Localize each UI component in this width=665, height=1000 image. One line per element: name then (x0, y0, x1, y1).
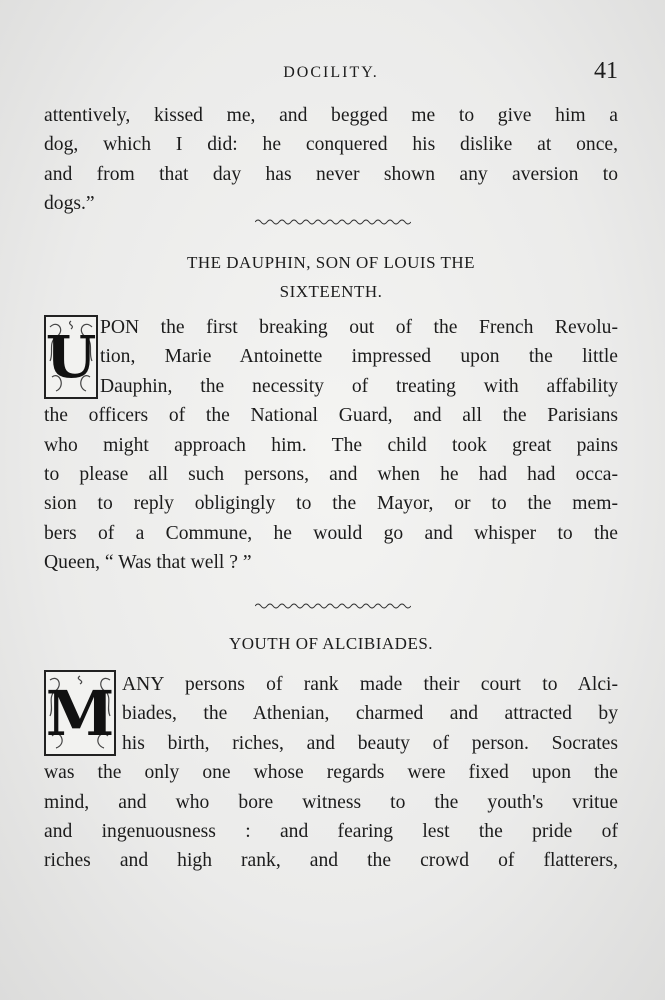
text-line: his birth, riches, and beauty of person. Socrates (122, 732, 618, 754)
section-heading: THE DAUPHIN, SON OF LOUIS THE (186, 253, 476, 272)
ornamental-drop-cap-m (44, 670, 116, 756)
text-line: and from that day has never shown any aversion to (44, 163, 618, 185)
text-line: PON the first breaking out of the French Revolu- (100, 317, 618, 338)
page-number: 41 (594, 58, 618, 84)
section-heading-dauphin (44, 248, 618, 306)
drop-cap-letter: U (45, 323, 97, 391)
text-line: Queen, “ Was that well ? ” (44, 552, 252, 574)
wavy-section-rule (255, 601, 411, 611)
ornamental-drop-cap-u (44, 315, 98, 399)
section-heading-alcibiades (44, 629, 618, 658)
text-line: biades, the Athenian, charmed and attracted by (122, 703, 618, 725)
text-line: the officers of the National Guard, and all the Parisians (44, 405, 618, 427)
section-heading: YOUTH OF ALCIBIADES. (228, 634, 434, 653)
wavy-section-rule (255, 217, 411, 227)
drop-cap-letter: M (45, 676, 115, 750)
text-line: mind, and who bore witness to the youth's vritue (44, 791, 618, 813)
text-line: who might approach him. The child took great pains (44, 434, 618, 456)
text-line: dog, which I did: he conquered his dislike at once, (44, 134, 618, 156)
section-heading: SIXTEENTH. (279, 282, 383, 301)
text-line: ANY persons of rank made their court to Alci- (122, 674, 618, 695)
alcibiades-paragraph (44, 670, 618, 876)
dauphin-paragraph (44, 313, 618, 578)
text-line: attentively, kissed me, and begged me to give him a (44, 105, 618, 126)
text-line: riches and high rank, and the crowd of flatterers, (44, 850, 618, 872)
running-title: DOCILITY. (283, 64, 379, 81)
text-line: dogs.” (44, 193, 95, 215)
text-line: bers of a Commune, he would go and whisper to the (44, 522, 618, 544)
continuation-paragraph (44, 101, 618, 219)
text-line: tion, Marie Antoinette impressed upon the little (100, 346, 618, 368)
running-head (44, 58, 618, 90)
text-line: and ingenuousness : and fearing lest the pride of (44, 820, 618, 842)
text-line: sion to reply obligingly to the Mayor, or to the mem- (44, 493, 618, 515)
text-line: Dauphin, the necessity of treating with affability (100, 375, 618, 397)
text-line: to please all such persons, and when he had had occa- (44, 463, 618, 485)
text-line: was the only one whose regards were fixed upon the (44, 762, 618, 784)
